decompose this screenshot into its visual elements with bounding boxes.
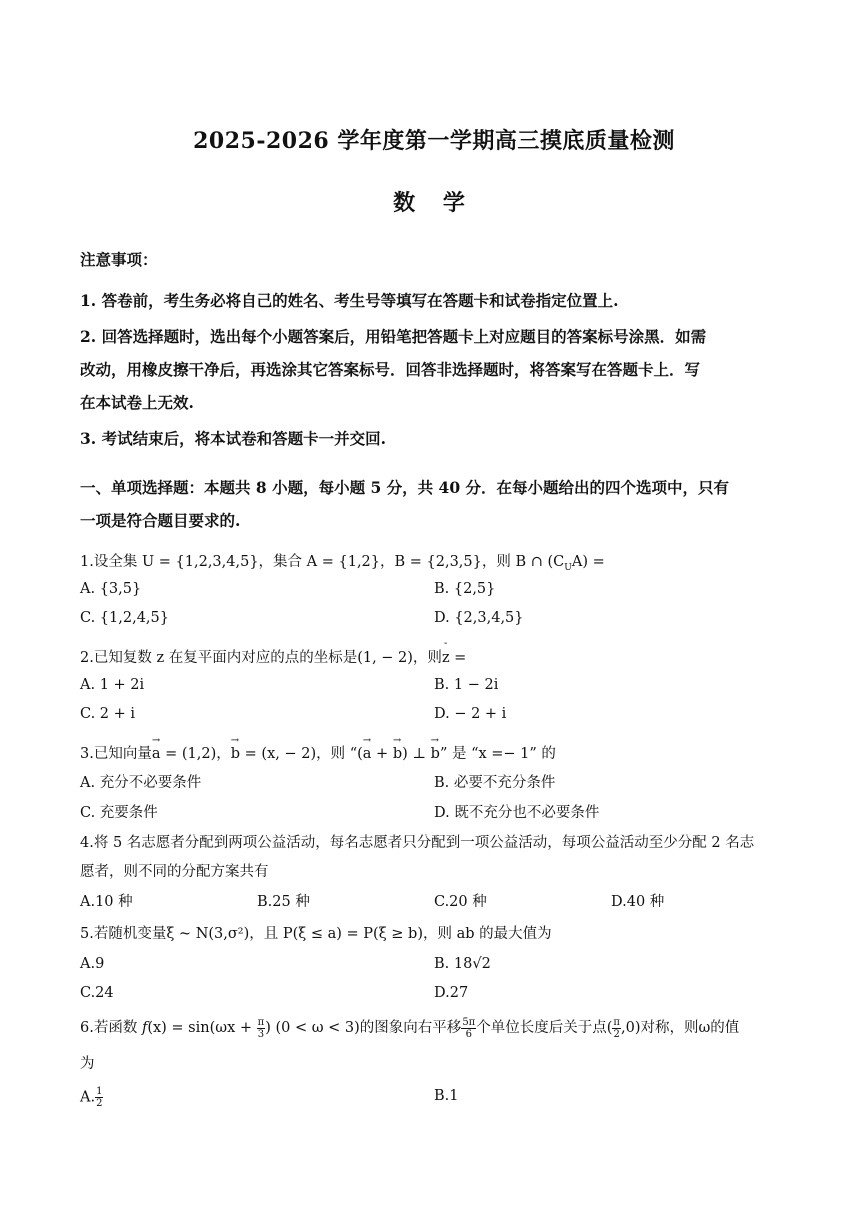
note-item-2-cont: 改动，用橡皮擦干净后，再选涂其它答案标号．回答非选择题时，将答案写在答题卡上．写 [80,360,701,379]
question-4-option-b: B.25 种 [257,894,310,910]
question-1-option-a: A. {3,5} [80,581,142,597]
question-2-stem: 2.已知复数 z 在复平面内对应的点的坐标是(1, − 2)，则- z = [80,646,466,667]
question-1-option-b: B. {2,5} [434,581,496,597]
question-1-option-d: D. {2,3,4,5} [434,610,524,626]
question-4-option-d: D.40 种 [611,894,665,910]
note-item-1: 1. 答卷前，考生务必将自己的姓名、考生号等填写在答题卡和试卷指定位置上. [80,291,619,310]
question-4-option-c: C.20 种 [434,894,487,910]
question-4-option-a: A.10 种 [80,894,133,910]
question-4-stem: 4.将 5 名志愿者分配到两项公益活动，每名志愿者只分配到一项公益活动，每项公益活动至少分配 2 名志 [80,835,755,851]
question-3-option-d: D. 既不充分也不必要条件 [434,805,600,821]
question-5-option-c: C.24 [80,985,114,1001]
question-5-option-d: D.27 [434,985,469,1001]
question-1-stem: 1.设全集 U = {1,2,3,4,5}，集合 A = {1,2}，B = {2,3,5}，则 B ∩ $(C_UA)$ = [80,554,605,573]
question-3-option-b: B. 必要不充分条件 [434,775,556,791]
question-6-option-b: B.1 [434,1088,459,1104]
question-6-stem-cont: 为 [80,1056,95,1072]
question-6-option-a: A. $\frac{1}{2}$ [80,1086,103,1109]
section-heading: 一、单项选择题：本题共 8 小题，每小题 5 分，共 40 分．在每小题给出的四个选项中，只有 [80,478,730,497]
question-2-option-d: D. − 2 + i [434,706,507,722]
question-6-stem: 6.若函数 f(x) = sin(ωx + $\frac{\pi}{3}$ ) (0 < ω < 3)的图象向右平移 $\frac{5\pi}{6}$ 个单位长度后关于点( $\frac{\pi}{2}$ ,0)对称，则ω的值 [80,1016,740,1040]
notes-heading: 注意事项： [80,250,158,269]
question-4-stem-cont: 愿者，则不同的分配方案共有 [80,864,269,880]
question-2-option-c: C. 2 + i [80,706,136,722]
question-2-option-b: B. 1 − 2i [434,677,499,693]
question-5-option-b: B. 18√2 [434,956,491,972]
note-item-2-cont2: 在本试卷上无效. [80,393,194,412]
question-3-option-a: A. 充分不必要条件 [80,775,202,791]
question-3-stem: 3.已知向量→ a = (1,2)，→ b = (x, − 2)，则 “(→ a + → b) ⊥ → b” 是 “x =− 1” 的 [80,742,556,763]
note-item-3: 3. 考试结束后，将本试卷和答题卡一并交回. [80,429,386,448]
question-5-option-a: A.9 [80,956,105,972]
question-2-option-a: A. 1 + 2i [80,677,145,693]
question-5-stem: 5.若随机变量ξ ~ N(3,σ²)，且 P(ξ ≤ a) = P(ξ ≥ b)，则 ab 的最大值为 [80,926,552,942]
question-3-option-c: C. 充要条件 [80,805,158,821]
subject-title: 数 学 [393,190,475,216]
question-1-option-c: C. {1,2,4,5} [80,610,169,626]
exam-title: 2025-2026 学年度第一学期高三摸底质量检测 [193,128,675,154]
section-heading-cont: 一项是符合题目要求的. [80,511,241,530]
note-item-2: 2. 回答选择题时，选出每个小题答案后，用铅笔把答题卡上对应题目的答案标号涂黑．如需 [80,327,707,346]
